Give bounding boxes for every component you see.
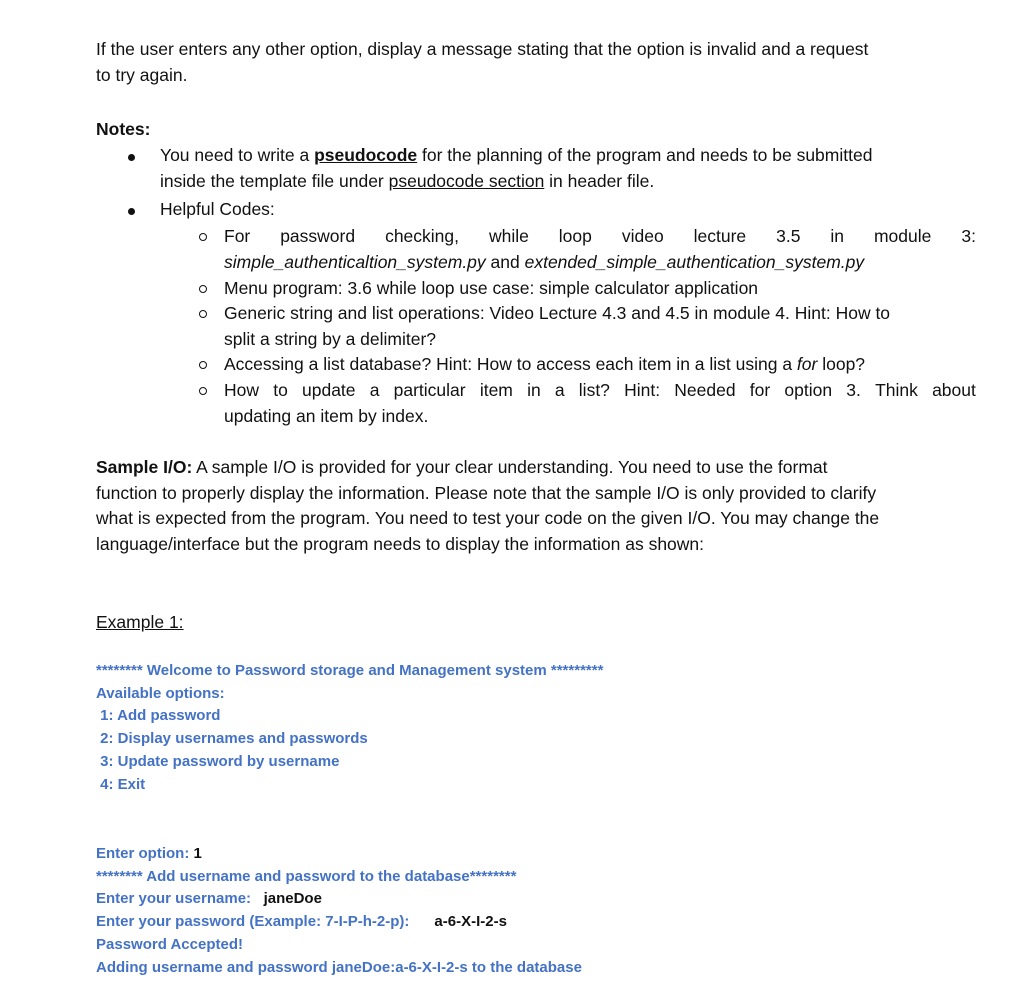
circle-bullet-icon [199,387,207,395]
sub-5-line-2: updating an item by index. [224,405,429,426]
sample-io-label: Sample I/O: [96,457,193,477]
enter-option-line: Enter option: 1 [96,845,202,862]
circle-bullet-icon [199,310,207,318]
username-value: janeDoe [263,890,322,908]
bullet-1-line-1: You need to write a pseudocode for the planning of the program and needs to be submitted [160,145,873,165]
menu-option-4: 4: Exit [96,775,146,793]
sub-3-line-1: Generic string and list operations: Video Lecture 4.3 and 4.5 in module 4. Hint: How to [224,303,891,323]
password-value: a-6-X-I-2-s [434,913,507,931]
console-menu-block [96,660,603,796]
enter-option-value: 1 [193,845,202,862]
circle-bullet-icon [199,233,207,241]
console-input-block [96,843,582,979]
sub-5-line-1: How to update a particular item in a list? Hint: Needed for option 3. Think about [224,380,976,400]
sub-2-line-1: Menu program: 3.6 while loop use case: simple calculator application [224,278,759,298]
pseudocode-section-link: pseudocode section [388,170,545,191]
circle-bullet-icon [199,361,207,369]
notes-heading: Notes: [96,119,151,139]
sub-1-line-1: For password checking, while loop video lecture 3.5 in module 3: [224,226,976,246]
sub-4-line-1: Accessing a list database? Hint: How to access each item in a list using a for loop? [224,354,866,374]
sub-1-line-2: simple_authenticaltion_system.py and extended_simple_authentication_system.py [224,251,865,272]
sample-io-paragraph [96,455,982,557]
pseudocode-link: pseudocode [314,145,418,165]
intro-line-2: to try again. [96,64,188,85]
sub-3-line-2: split a string by a delimiter? [224,328,437,349]
menu-option-1: 1: Add password [96,707,221,725]
sample-line-1: Sample I/O: A sample I/O is provided for your clear understanding. You need to use the format [96,457,828,477]
adding-line: Adding username and password janeDoe:a-6-X-I-2-s to the database [96,958,582,976]
available-options-label: Available options: [96,684,225,702]
helpful-codes-label: Helpful Codes: [160,199,275,219]
intro-line-1: If the user enters any other option, display a message stating that the option is invalid and a request [96,39,869,59]
circle-bullet-icon [199,285,207,293]
bullet-dot-icon [128,208,135,215]
sample-line-4: language/interface but the program needs to display the information as shown: [96,533,705,554]
menu-option-3: 3: Update password by username [96,752,340,770]
sample-line-2: function to properly display the information. Please note that the sample I/O is only provided to clarify [96,482,877,503]
sample-line-3: what is expected from the program. You need to test your code on the given I/O. You may change the [96,508,880,528]
password-accepted: Password Accepted! [96,935,243,953]
add-banner: ******** Add username and password to the database******** [96,867,517,885]
example-heading: Example 1: [96,612,184,632]
menu-option-2: 2: Display usernames and passwords [96,730,368,748]
welcome-banner: ******** Welcome to Password storage and Management system ********* [96,662,604,679]
bullet-1-line-2: inside the template file under pseudocode section in header file. [160,170,655,191]
intro-paragraph [96,37,976,88]
username-line: Enter your username: janeDoe [96,890,322,908]
password-line: Enter your password (Example: 7-I-P-h-2-p): a-6-X-I-2-s [96,913,507,931]
bullet-dot-icon [128,154,135,161]
